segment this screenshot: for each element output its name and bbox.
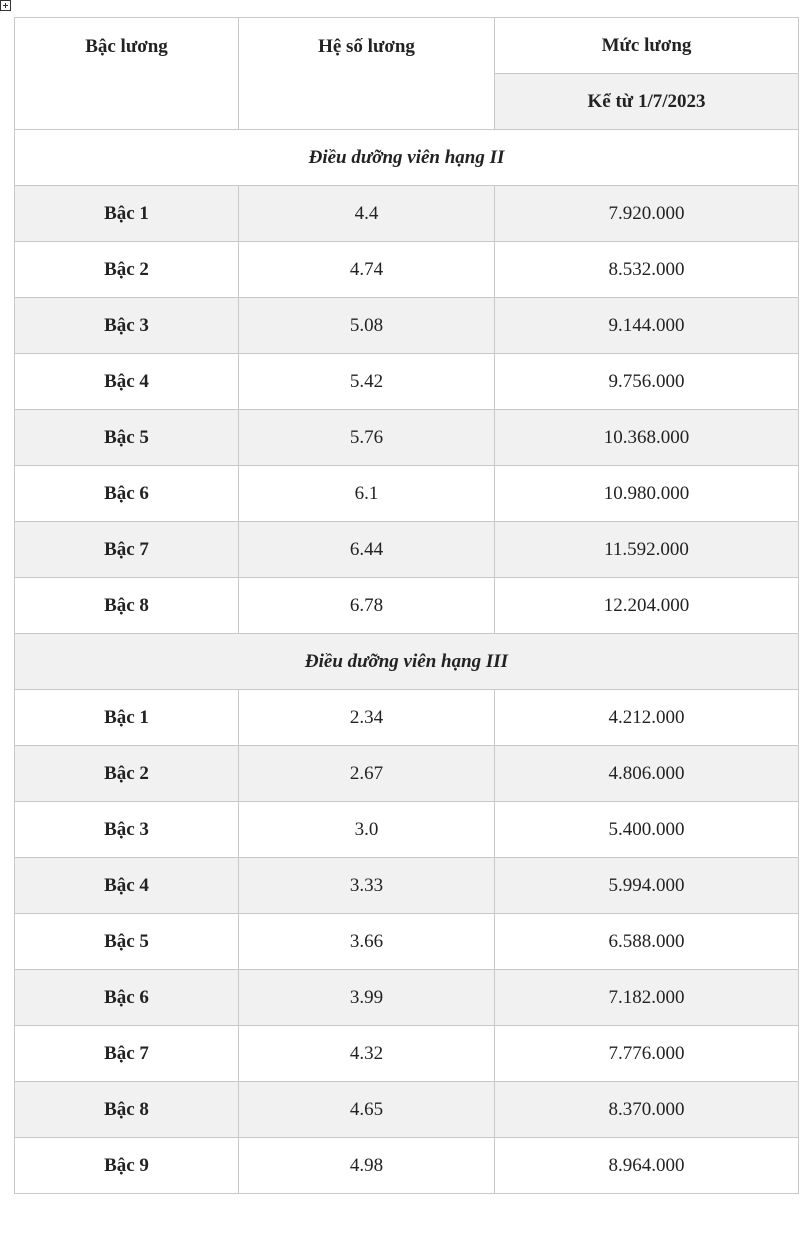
table-move-handle-icon[interactable]: [0, 0, 11, 11]
cell-coefficient: 5.76: [239, 410, 495, 466]
table-row: [15, 746, 799, 802]
section-title: Điều dưỡng viên hạng II: [15, 130, 799, 186]
cell-salary: 7.920.000: [495, 186, 799, 242]
cell-salary: 8.532.000: [495, 242, 799, 298]
table-row: [15, 298, 799, 354]
cell-level: Bậc 3: [15, 298, 239, 354]
table-row: [15, 914, 799, 970]
table-row: [15, 1082, 799, 1138]
cell-level: Bậc 9: [15, 1138, 239, 1194]
cell-level: Bậc 3: [15, 802, 239, 858]
table-row: [15, 690, 799, 746]
table-row: [15, 522, 799, 578]
section-row: [15, 130, 799, 186]
cell-level: Bậc 4: [15, 354, 239, 410]
header-level: Bậc lương: [15, 18, 239, 130]
cell-level: Bậc 2: [15, 242, 239, 298]
cell-coefficient: 6.44: [239, 522, 495, 578]
section-title: Điều dưỡng viên hạng III: [15, 634, 799, 690]
cell-coefficient: 4.4: [239, 186, 495, 242]
section-row: [15, 634, 799, 690]
cell-level: Bậc 4: [15, 858, 239, 914]
table-row: [15, 186, 799, 242]
cell-level: Bậc 8: [15, 578, 239, 634]
table-row: [15, 354, 799, 410]
cell-coefficient: 3.0: [239, 802, 495, 858]
table-row: [15, 970, 799, 1026]
cell-level: Bậc 1: [15, 690, 239, 746]
cell-coefficient: 2.67: [239, 746, 495, 802]
cell-coefficient: 6.1: [239, 466, 495, 522]
cell-salary: 5.994.000: [495, 858, 799, 914]
cell-salary: 7.776.000: [495, 1026, 799, 1082]
cell-salary: 6.588.000: [495, 914, 799, 970]
cell-level: Bậc 6: [15, 466, 239, 522]
cell-salary: 9.756.000: [495, 354, 799, 410]
cell-level: Bậc 2: [15, 746, 239, 802]
header-salary-sub: Kể từ 1/7/2023: [495, 74, 799, 130]
cell-coefficient: 5.08: [239, 298, 495, 354]
table-row: [15, 466, 799, 522]
cell-salary: 4.806.000: [495, 746, 799, 802]
cell-salary: 9.144.000: [495, 298, 799, 354]
cell-salary: 7.182.000: [495, 970, 799, 1026]
cell-salary: 11.592.000: [495, 522, 799, 578]
cell-coefficient: 4.32: [239, 1026, 495, 1082]
cell-coefficient: 3.33: [239, 858, 495, 914]
cell-level: Bậc 5: [15, 914, 239, 970]
table-row: [15, 858, 799, 914]
table-row: [15, 578, 799, 634]
table-row: [15, 802, 799, 858]
cell-coefficient: 5.42: [239, 354, 495, 410]
cell-level: Bậc 8: [15, 1082, 239, 1138]
salary-table: [14, 17, 799, 1194]
table-row: [15, 410, 799, 466]
cell-coefficient: 3.99: [239, 970, 495, 1026]
cell-level: Bậc 5: [15, 410, 239, 466]
cell-level: Bậc 1: [15, 186, 239, 242]
header-row: [15, 18, 799, 74]
cell-salary: 12.204.000: [495, 578, 799, 634]
cell-coefficient: 6.78: [239, 578, 495, 634]
cell-coefficient: 2.34: [239, 690, 495, 746]
cell-salary: 10.368.000: [495, 410, 799, 466]
cell-level: Bậc 6: [15, 970, 239, 1026]
table-row: [15, 242, 799, 298]
cell-salary: 8.370.000: [495, 1082, 799, 1138]
salary-table-body: [15, 18, 799, 1194]
cell-level: Bậc 7: [15, 1026, 239, 1082]
table-row: [15, 1026, 799, 1082]
table-row: [15, 1138, 799, 1194]
header-salary: Mức lương: [495, 18, 799, 74]
cell-coefficient: 4.65: [239, 1082, 495, 1138]
cell-coefficient: 4.98: [239, 1138, 495, 1194]
cell-salary: 10.980.000: [495, 466, 799, 522]
cell-coefficient: 3.66: [239, 914, 495, 970]
cell-coefficient: 4.74: [239, 242, 495, 298]
header-coefficient: Hệ số lương: [239, 18, 495, 130]
cell-level: Bậc 7: [15, 522, 239, 578]
cell-salary: 4.212.000: [495, 690, 799, 746]
cell-salary: 8.964.000: [495, 1138, 799, 1194]
cell-salary: 5.400.000: [495, 802, 799, 858]
